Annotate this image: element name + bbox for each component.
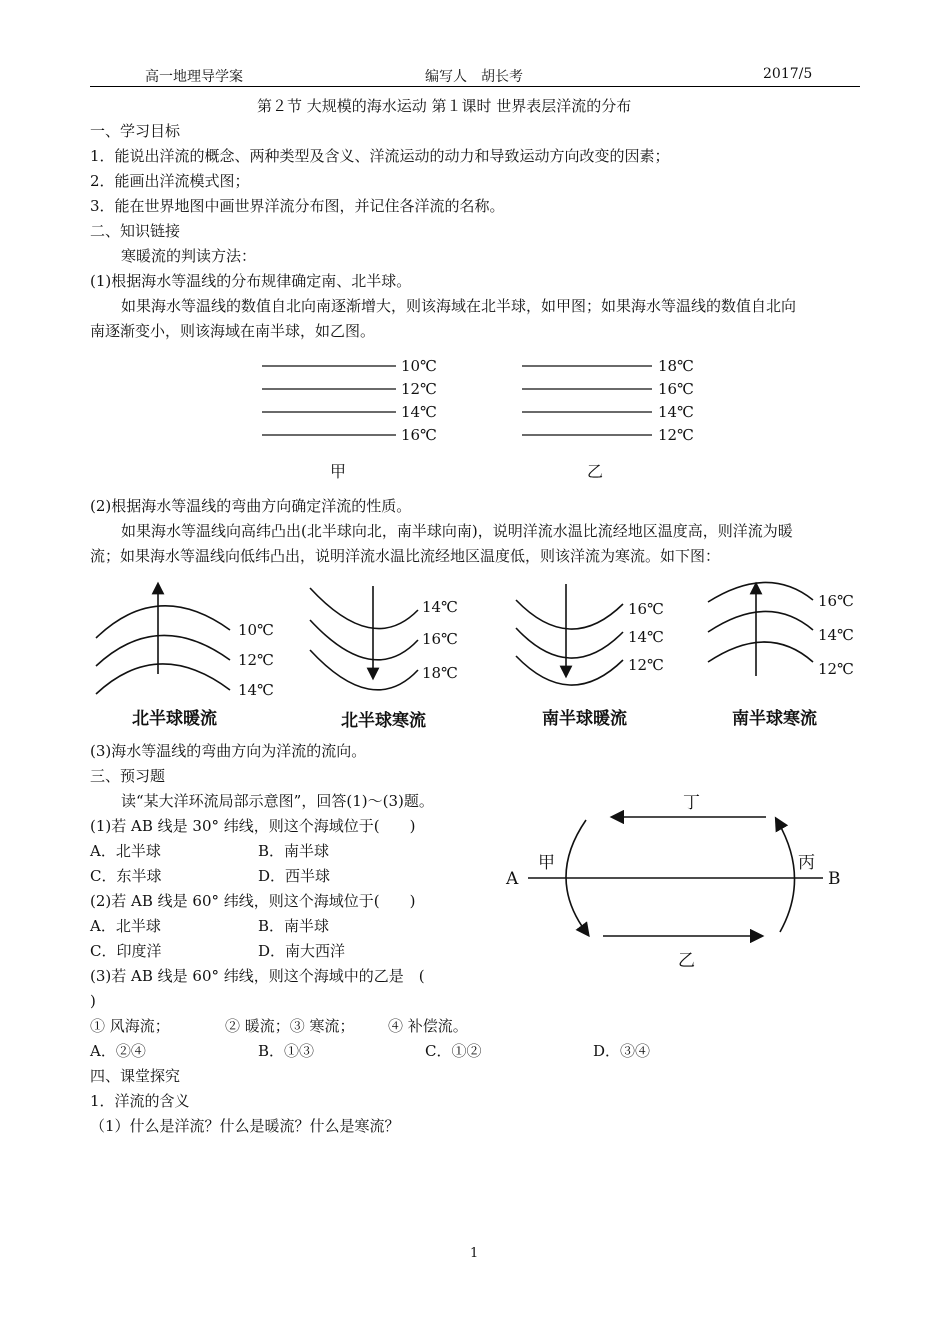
rule-1: (1)根据海水等温线的分布规律确定南、北半球。: [90, 272, 412, 290]
label-point-a: A: [506, 869, 519, 889]
rule-1-text-line1: 如果海水等温线的数值自北向南逐渐增大，则该海域在北半球，如甲图；如果海水等温线的数值自北向: [121, 297, 797, 315]
sh-warm-curve-3: [516, 656, 623, 685]
q3-option-c: C．①②: [425, 1042, 482, 1060]
nh-cold-label-2: 16℃: [422, 630, 458, 648]
panel-sh-warm: [516, 584, 623, 685]
rule-2: (2)根据海水等温线的弯曲方向确定洋流的性质。: [90, 497, 412, 515]
header-left: 高一地理导学案: [145, 69, 243, 85]
panel-nh-warm: [96, 588, 230, 694]
label-bing: 丙: [798, 853, 815, 873]
isotherm-figure-jia-yi: [250, 350, 710, 485]
nh-warm-curve-3: [96, 664, 230, 694]
panel-sh-cold: [708, 582, 813, 676]
sh-warm-label-1: 16℃: [628, 600, 664, 618]
question-3-line1: (3)若 AB 线是 60° 纬线，则这个海域中的乙是 (: [90, 967, 425, 985]
panel-nh-cold: [310, 586, 418, 690]
question-1: (1)若 AB 线是 30° 纬线，则这个海域位于( ): [90, 817, 416, 835]
header-center: 编写人 胡长考: [425, 69, 523, 85]
sh-cold-curve-1: [708, 582, 813, 602]
rule-2-text-line2: 流；如果海水等温线向低纬凸出，说明洋流水温比流经地区温度低，则该洋流为寒流。如下图：: [90, 547, 721, 565]
q1-option-a: A．北半球: [90, 842, 161, 860]
yi-caption: 乙: [587, 462, 604, 481]
header-date: 2017/5: [763, 66, 813, 82]
label-ding: 丁: [683, 793, 700, 813]
current-types-figure: [88, 578, 868, 738]
sh-cold-curve-3: [708, 642, 813, 662]
header-rule: [90, 86, 860, 87]
nh-cold-label-3: 18℃: [422, 664, 458, 682]
nh-cold-caption: 北半球寒流: [341, 711, 426, 731]
q3-option-b: B．①③: [258, 1042, 315, 1060]
knowledge-intro: 寒暖流的判读方法：: [121, 247, 257, 265]
sh-warm-label-3: 12℃: [628, 656, 664, 674]
sh-warm-label-2: 14℃: [628, 628, 664, 646]
goal-item-1: 1．能说出洋流的概念、两种类型及含义、洋流运动的动力和导致运动方向改变的因素；: [90, 147, 670, 165]
sh-warm-curve-2: [516, 628, 623, 658]
section-heading-goals: 一、学习目标: [90, 122, 181, 140]
jia-label-4: 16℃: [401, 426, 437, 444]
label-point-b: B: [828, 869, 841, 889]
q1-option-b: B．南半球: [258, 842, 330, 860]
sh-warm-caption: 南半球暖流: [542, 709, 627, 729]
q2-option-b: B．南半球: [258, 917, 330, 935]
section-heading-preview: 三、预习题: [90, 767, 166, 785]
q2-option-c: C．印度洋: [90, 942, 162, 960]
label-jia: 甲: [538, 853, 555, 873]
inquiry-item-1: 1．洋流的含义: [90, 1092, 190, 1110]
jia-label-3: 14℃: [401, 403, 437, 421]
nh-cold-curve-1: [310, 588, 418, 629]
q3-option-a: A．②④: [90, 1042, 146, 1060]
q3-statement-2-3: ② 暖流；③ 寒流；: [225, 1017, 355, 1035]
rule-1-text-line2: 南逐渐变小，则该海域在南半球，如乙图。: [90, 322, 376, 340]
q1-option-d: D．西半球: [258, 867, 331, 885]
jia-label-2: 12℃: [401, 380, 437, 398]
q1-option-c: C．东半球: [90, 867, 162, 885]
sh-cold-label-1: 16℃: [818, 592, 854, 610]
nh-warm-curve-1: [96, 606, 230, 638]
q3-statement-1: ① 风海流；: [90, 1017, 170, 1035]
yi-label-4: 12℃: [658, 426, 694, 444]
rule-2-text-line1: 如果海水等温线向高纬凸出(北半球向北，南半球向南)，说明洋流水温比流经地区温度高，则洋流为暖: [121, 522, 793, 540]
goal-item-3: 3．能在世界地图中画世界洋流分布图，并记住各洋流的名称。: [90, 197, 505, 215]
ocean-gyre-diagram: [498, 780, 858, 980]
question-3-line2: ): [90, 992, 96, 1010]
preview-intro: 读“某大洋环流局部示意图”，回答(1)～(3)题。: [121, 792, 434, 810]
question-2: (2)若 AB 线是 60° 纬线，则这个海域位于( ): [90, 892, 416, 910]
nh-warm-label-3: 14℃: [238, 681, 274, 699]
yi-label-3: 14℃: [658, 403, 694, 421]
inquiry-question-1: （1）什么是洋流？什么是暖流？什么是寒流？: [90, 1117, 400, 1135]
yi-label-1: 18℃: [658, 357, 694, 375]
section-heading-inquiry: 四、课堂探究: [90, 1067, 181, 1085]
label-yi: 乙: [678, 951, 695, 971]
sh-cold-label-3: 12℃: [818, 660, 854, 678]
q2-option-a: A．北半球: [90, 917, 161, 935]
section-heading-knowledge: 二、知识链接: [90, 222, 181, 240]
yi-label-2: 16℃: [658, 380, 694, 398]
jia-label-1: 10℃: [401, 357, 437, 375]
q3-statement-4: ④ 补偿流。: [388, 1017, 468, 1035]
nh-warm-label-1: 10℃: [238, 621, 274, 639]
jia-caption: 甲: [330, 462, 347, 481]
rule-3: (3)海水等温线的弯曲方向为洋流的流向。: [90, 742, 367, 760]
sh-cold-caption: 南半球寒流: [732, 709, 817, 729]
nh-warm-curve-2: [96, 635, 230, 666]
nh-warm-label-2: 12℃: [238, 651, 274, 669]
current-bing-arrow: [778, 822, 795, 932]
page-number: 1: [470, 1246, 479, 1261]
nh-cold-curve-3: [310, 650, 418, 690]
goal-item-2: 2．能画出洋流模式图；: [90, 172, 250, 190]
sh-warm-curve-1: [516, 600, 623, 629]
nh-warm-caption: 北半球暖流: [132, 709, 217, 729]
sh-cold-curve-2: [708, 611, 813, 632]
nh-cold-label-1: 14℃: [422, 598, 458, 616]
q3-option-d: D．③④: [593, 1042, 651, 1060]
current-jia-arrow: [566, 820, 586, 932]
sh-cold-label-2: 14℃: [818, 626, 854, 644]
q2-option-d: D．南大西洋: [258, 942, 346, 960]
page-title: 第２节 大规模的海水运动 第１课时 世界表层洋流的分布: [257, 97, 632, 115]
